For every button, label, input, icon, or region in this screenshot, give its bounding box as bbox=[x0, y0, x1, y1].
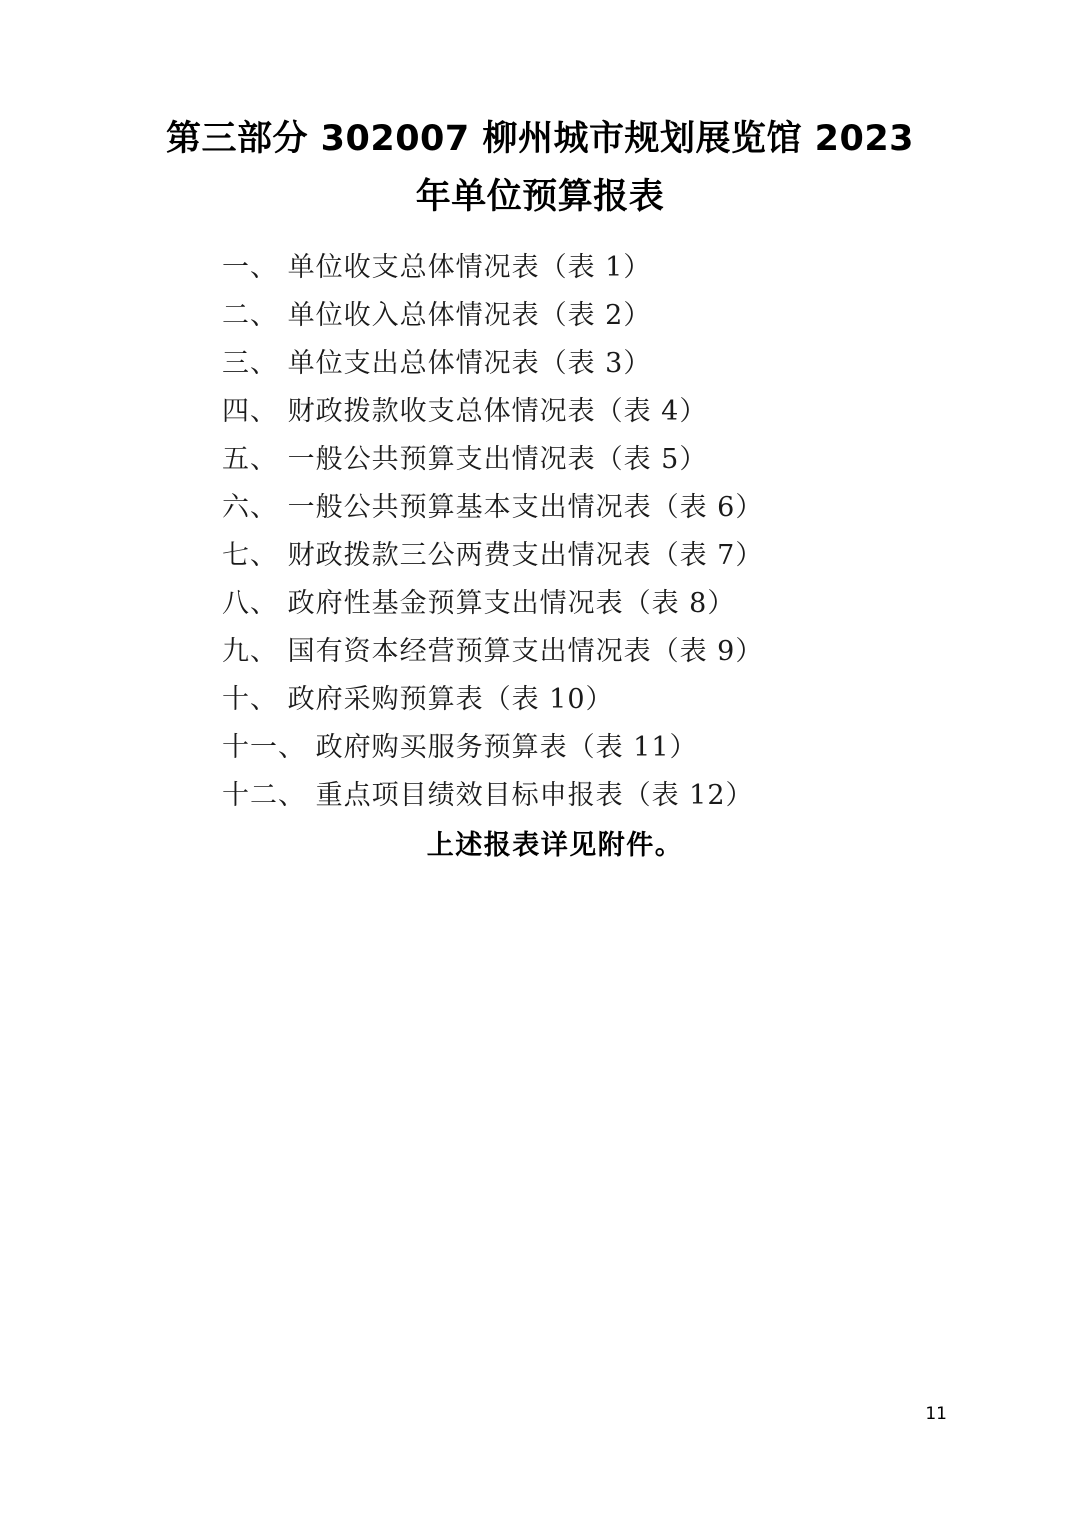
list-item: 十、 政府采购预算表（表 10） bbox=[222, 684, 614, 715]
list-item: 九、 国有资本经营预算支出情况表（表 9） bbox=[222, 636, 764, 667]
list-item: 十一、 政府购买服务预算表（表 11） bbox=[222, 732, 698, 763]
list-item: 七、 财政拨款三公两费支出情况表（表 7） bbox=[222, 540, 764, 571]
list-item: 八、 政府性基金预算支出情况表（表 8） bbox=[222, 588, 736, 619]
list-item: 三、 单位支出总体情况表（表 3） bbox=[222, 348, 652, 379]
list-item: 五、 一般公共预算支出情况表（表 5） bbox=[222, 444, 708, 475]
page-number: 11 bbox=[925, 1404, 947, 1424]
list-item: 十二、 重点项目绩效目标申报表（表 12） bbox=[222, 780, 754, 811]
list-item: 一、 单位收支总体情况表（表 1） bbox=[222, 252, 652, 283]
page-title: 第三部分 302007 柳州城市规划展览馆 2023 年单位预算报表 bbox=[165, 119, 915, 217]
closing-note: 上述报表详见附件。 bbox=[426, 830, 684, 861]
list-item: 二、 单位收入总体情况表（表 2） bbox=[222, 300, 652, 331]
list-item: 六、 一般公共预算基本支出情况表（表 6） bbox=[222, 492, 764, 523]
page-content bbox=[150, 110, 930, 870]
table-of-contents bbox=[150, 244, 930, 820]
list-item: 四、 财政拨款收支总体情况表（表 4） bbox=[222, 396, 708, 427]
